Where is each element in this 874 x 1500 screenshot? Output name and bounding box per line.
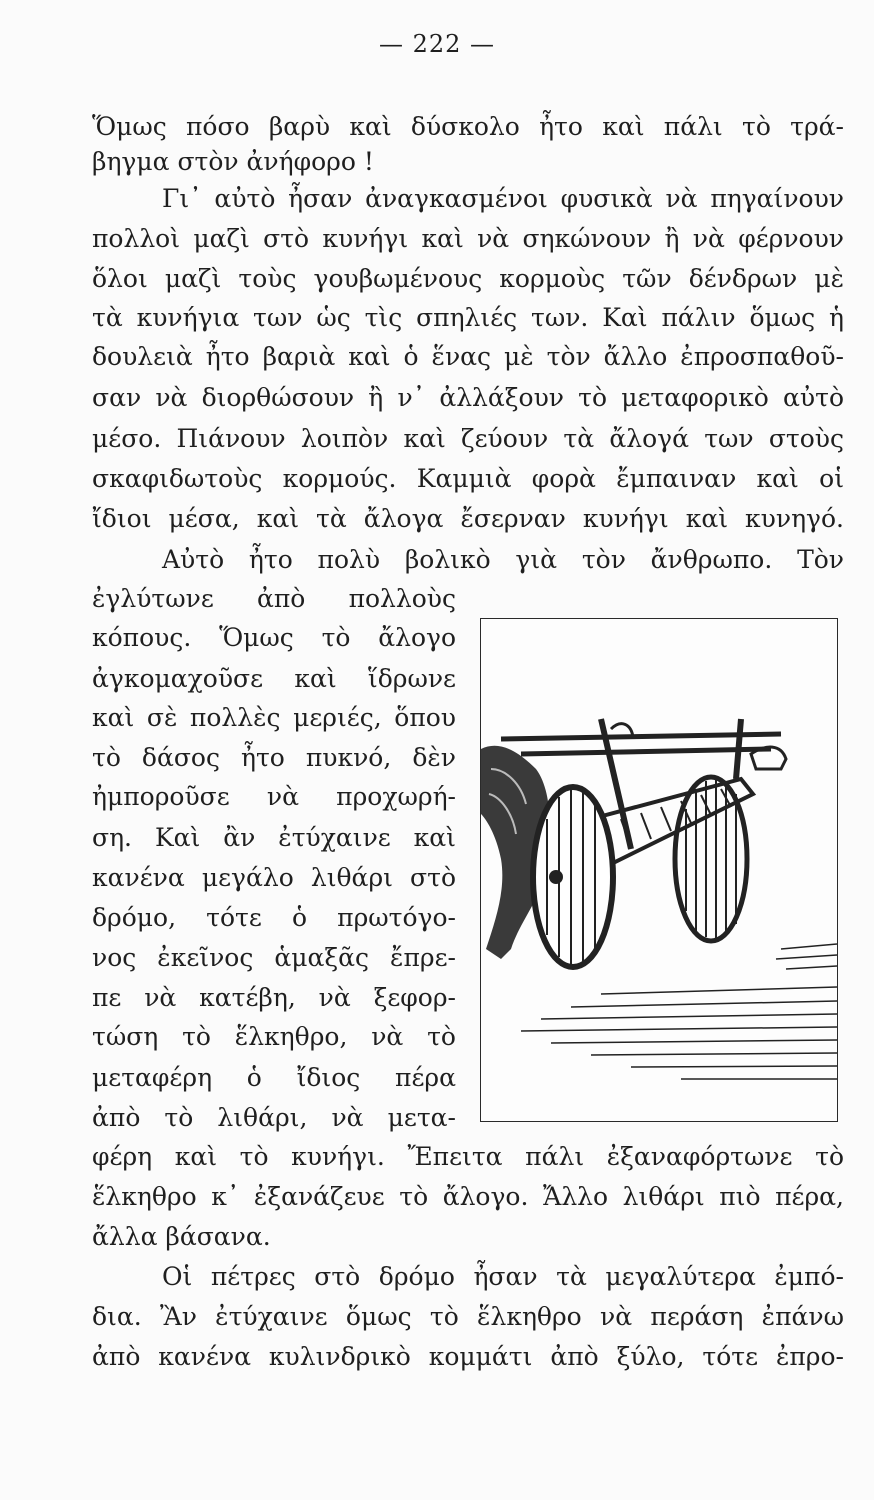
text-line: δρόμο, τότε ὁ πρωτόγο- — [92, 903, 456, 932]
text-line: ἄλλα βάσανα. — [92, 1222, 271, 1251]
text-line: Γι᾿ αὐτὸ ἦσαν ἀναγκασμένοι φυσικὰ νὰ πηγαίνουν — [162, 184, 844, 213]
text-line: σκαφιδωτοὺς κορμούς. Καμμιὰ φορὰ ἔμπαιναν καὶ οἱ — [92, 464, 844, 493]
text-line: δια. Ἂν ἐτύχαινε ὅμως τὸ ἕλκηθρο νὰ περάση ἐπάνω — [92, 1302, 844, 1331]
text-line: ἴδιοι μέσα, καὶ τὰ ἄλογα ἔσερναν κυνήγι καὶ κυνηγό. — [92, 504, 844, 533]
text-line: σαν νὰ διορθώσουν ἢ ν᾿ ἀλλάξουν τὸ μεταφορικὸ αὐτὸ — [92, 383, 844, 412]
text-line: τὸ δάσος ἦτο πυκνό, δὲν — [92, 743, 456, 772]
text-line: ἀπὸ κανένα κυλινδρικὸ κομμάτι ἀπὸ ξύλο, τότε ἐπρο- — [92, 1342, 844, 1371]
text-line: Ὅμως πόσο βαρὺ καὶ δύσκολο ἦτο καὶ πάλι τὸ τρά- — [92, 112, 844, 141]
text-line: πολλοὶ μαζὶ στὸ κυνήγι καὶ νὰ σηκώνουν ἢ νὰ φέρνουν — [92, 224, 844, 253]
text-line: τώση τὸ ἕλκηθρο, νὰ τὸ — [92, 1022, 456, 1051]
text-line: ἕλκηθρο κ᾿ ἐξανάζευε τὸ ἄλογο. Ἄλλο λιθάρι πιὸ πέρα, — [92, 1182, 844, 1211]
text-line: ἀγκομαχοῦσε καὶ ἵδρωνε — [92, 664, 456, 693]
text-line: κανένα μεγάλο λιθάρι στὸ — [92, 863, 456, 892]
text-line: τὰ κυνήγια των ὡς τὶς σπηλιές των. Καὶ πάλιν ὅμως ἡ — [92, 303, 844, 332]
text-line: δουλειὰ ἦτο βαριὰ καὶ ὁ ἕνας μὲ τὸν ἄλλο ἐπροσπαθοῦ- — [92, 342, 844, 371]
text-line: Οἱ πέτρες στὸ δρόμο ἦσαν τὰ μεγαλύτερα ἐμπό- — [162, 1262, 844, 1291]
text-line: ἠμποροῦσε νὰ προχωρή- — [92, 782, 456, 811]
text-line: πε νὰ κατέβη, νὰ ξεφορ- — [92, 983, 456, 1012]
front-wheel — [533, 787, 613, 967]
text-line: νος ἐκεῖνος ἁμαξᾶς ἔπρε- — [92, 943, 456, 972]
text-line: φέρη καὶ τὸ κυνήγι. Ἔπειτα πάλι ἐξαναφόρτωνε τὸ — [92, 1142, 844, 1171]
cart-woodcut-drawing — [481, 619, 837, 1121]
text-line: μεταφέρη ὁ ἴδιος πέρα — [92, 1063, 456, 1092]
text-line: ἐγλύτωνε ἀπὸ πολλοὺς — [92, 584, 456, 613]
page-number: — 222 — — [378, 30, 496, 58]
text-line: ση. Καὶ ἂν ἐτύχαινε καὶ — [92, 823, 456, 852]
ground-hatching — [521, 987, 837, 1079]
text-line: βηγμα στὸν ἀνήφορο ! — [92, 147, 374, 176]
cart-illustration — [480, 618, 838, 1122]
text-line: ὅλοι μαζὶ τοὺς γουβωμένους κορμοὺς τῶν δένδρων μὲ — [92, 264, 844, 293]
text-line: καὶ σὲ πολλὲς μεριές, ὅπου — [92, 703, 456, 732]
text-line: Αὐτὸ ἦτο πολὺ βολικὸ γιὰ τὸν ἄνθρωπο. Τὸν — [162, 545, 844, 574]
text-line: κόπους. Ὅμως τὸ ἄλογο — [92, 623, 456, 652]
text-line: ἀπὸ τὸ λιθάρι, νὰ μετα- — [92, 1103, 456, 1132]
text-line: μέσο. Πιάνουν λοιπὸν καὶ ζεύουν τὰ ἄλογά των στοὺς — [92, 424, 844, 453]
